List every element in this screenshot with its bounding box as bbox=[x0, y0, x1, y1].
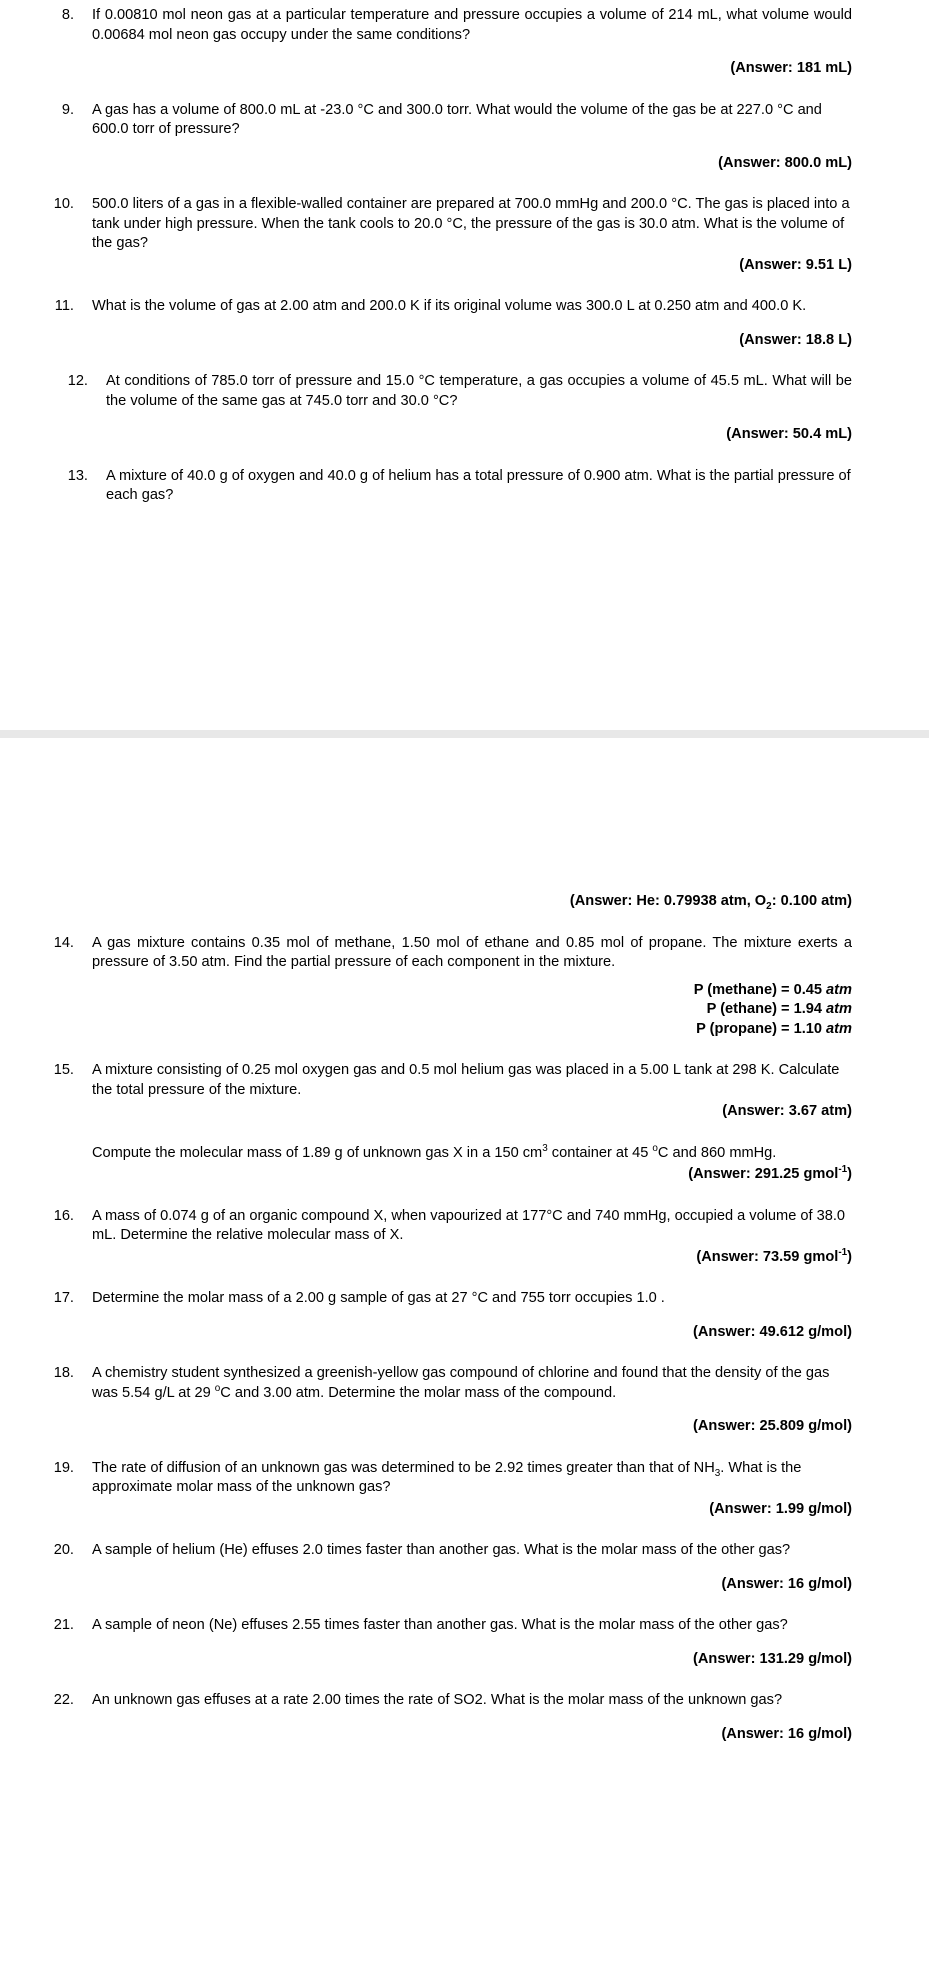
question-number: 15. bbox=[53, 1062, 74, 1078]
answer-line bbox=[34, 1000, 852, 1020]
answer-list bbox=[34, 981, 852, 1040]
question-text: At conditions of 785.0 torr of pressure and 15.0 °C temperature, a gas occupies a volume of 45.5 mL. What will be the volume of the same gas at 745.0 torr and 30.0 °C? bbox=[106, 373, 852, 409]
spacer bbox=[34, 1437, 852, 1459]
question-text: A sample of neon (Ne) effuses 2.55 times faster than another gas. What is the molar mass of the other gas? bbox=[92, 1617, 788, 1633]
answer-text: (Answer: 49.612 g/mol) bbox=[693, 1323, 852, 1340]
document-page-2 bbox=[0, 738, 929, 1968]
answer-text: (Answer: 181 mL) bbox=[730, 60, 852, 76]
question-text: A mixture of 40.0 g of oxygen and 40.0 g of helium has a total pressure of 0.900 atm. What is the partial pressure of each gas? bbox=[106, 467, 851, 503]
answer-part-b: ) bbox=[847, 1248, 852, 1265]
question-number: 8. bbox=[61, 7, 74, 23]
answer-prefix: (Answer: He: 0.79938 atm, O bbox=[569, 893, 767, 909]
question-item bbox=[34, 1289, 852, 1309]
question-text bbox=[92, 1459, 852, 1498]
spacer bbox=[34, 1185, 852, 1207]
question-number: 10. bbox=[53, 196, 74, 212]
question-item bbox=[34, 195, 852, 254]
superscript-3: 3 bbox=[542, 1142, 548, 1154]
answer-text: (Answer: 18.8 L) bbox=[739, 331, 852, 348]
answer-line-label: P (methane) = 0.45 bbox=[693, 981, 827, 998]
spacer bbox=[34, 350, 852, 372]
question-number: 16. bbox=[53, 1207, 74, 1224]
answer-text: (Answer: 800.0 mL) bbox=[718, 154, 852, 171]
answer-part-a: (Answer: 73.59 gmol bbox=[696, 1248, 839, 1265]
question-number: 22. bbox=[53, 1692, 74, 1708]
answer-text: (Answer: 25.809 g/mol) bbox=[693, 1418, 852, 1434]
spacer bbox=[34, 1267, 852, 1289]
subscript-3: 3 bbox=[714, 1467, 721, 1479]
question-item-unnumbered bbox=[34, 1144, 852, 1164]
question-text bbox=[92, 1144, 852, 1164]
answer-text: (Answer: 16 g/mol) bbox=[721, 1725, 852, 1742]
question-item bbox=[34, 1541, 852, 1561]
question-number: 12. bbox=[67, 373, 88, 389]
text-part-a: The rate of diffusion of an unknown gas was determined to be 2.92 times greater than that of NH bbox=[92, 1459, 715, 1476]
answer-text: (Answer: 3.67 atm) bbox=[722, 1103, 852, 1119]
question-text: 500.0 liters of a gas in a flexible-walled container are prepared at 700.0 mmHg and 200.0 °C. The gas is placed into a tank under high pressure. When the tank cools to 20.0 °C, the pressure of the gas is 30.0 atm. What is the volume of the gas? bbox=[92, 196, 850, 251]
question-number: 9. bbox=[61, 101, 74, 118]
question-text: Determine the molar mass of a 2.00 g sample of gas at 27 °C and 755 torr occupies 1.0 . bbox=[92, 1290, 665, 1306]
spacer bbox=[34, 912, 852, 934]
question-text: A sample of helium (He) effuses 2.0 times faster than another gas. What is the molar mass of the other gas? bbox=[92, 1542, 791, 1558]
spacer bbox=[34, 445, 852, 467]
answer-text: (Answer: 16 g/mol) bbox=[721, 1575, 852, 1592]
spacer bbox=[34, 1519, 852, 1541]
question-text bbox=[92, 1364, 852, 1403]
question-text: A mass of 0.074 g of an organic compound X, when vapourized at 177°C and 740 mmHg, occupied a volume of 38.0 mL. Determine the relative molecular mass of X. bbox=[92, 1207, 846, 1243]
question-text: What is the volume of gas at 2.00 atm and 200.0 K if its original volume was 300.0 L at 0.250 atm and 400.0 K. bbox=[92, 298, 807, 314]
answer-line-label: P (ethane) = 1.94 bbox=[706, 1001, 827, 1017]
answer-text bbox=[34, 1248, 852, 1268]
spacer bbox=[34, 275, 852, 297]
question-item bbox=[34, 1616, 852, 1636]
question-text: If 0.00810 mol neon gas at a particular temperature and pressure occupies a volume of 214 mL, what volume would 0.00684 mol neon gas occupy under the same conditions? bbox=[92, 7, 852, 43]
question-number: 18. bbox=[53, 1365, 74, 1381]
answer-line-unit: atm bbox=[826, 1001, 852, 1017]
question-item bbox=[34, 1061, 852, 1100]
question-item bbox=[34, 101, 852, 140]
question-text: A gas mixture contains 0.35 mol of methane, 1.50 mol of ethane and 0.85 mol of propane. The mixture exerts a pressure of 3.50 atm. Find the partial pressure of each component in the mixture. bbox=[92, 934, 852, 970]
question-item bbox=[34, 6, 852, 45]
text-part-a: Compute the molecular mass of 1.89 g of unknown gas X in a 150 cm bbox=[92, 1144, 543, 1161]
question-number: 19. bbox=[53, 1459, 74, 1476]
question-item bbox=[34, 372, 852, 411]
text-part-c: . What is the approximate molar mass of the unknown gas? bbox=[92, 1459, 802, 1495]
question-text: An unknown gas effuses at a rate 2.00 times the rate of SO2. What is the molar mass of the unknown gas? bbox=[92, 1692, 783, 1708]
answer-text-carryover bbox=[34, 892, 852, 912]
answer-line-label: P (propane) = 1.10 bbox=[696, 1020, 827, 1037]
question-item bbox=[34, 1207, 852, 1246]
question-item bbox=[34, 297, 852, 317]
spacer bbox=[34, 1122, 852, 1144]
spacer bbox=[34, 1342, 852, 1364]
question-item bbox=[34, 934, 852, 973]
answer-text: (Answer: 9.51 L) bbox=[739, 256, 852, 273]
answer-text: (Answer: 1.99 g/mol) bbox=[709, 1500, 852, 1517]
document-page-1 bbox=[0, 0, 929, 730]
answer-line bbox=[34, 1020, 852, 1040]
question-item bbox=[34, 1691, 852, 1711]
answer-text bbox=[34, 1165, 852, 1185]
spacer bbox=[34, 79, 852, 101]
degree-symbol: o bbox=[652, 1142, 658, 1154]
spacer bbox=[34, 738, 852, 878]
question-number: 11. bbox=[54, 298, 74, 314]
question-number: 17. bbox=[53, 1290, 74, 1306]
text-part-c: C and 3.00 atm. Determine the molar mass of the compound. bbox=[220, 1384, 617, 1401]
question-text: A mixture consisting of 0.25 mol oxygen gas and 0.5 mol helium gas was placed in a 5.00 L tank at 298 K. Calculate the total pressure of the mixture. bbox=[92, 1062, 840, 1098]
page-break-divider bbox=[0, 730, 929, 738]
spacer bbox=[34, 1669, 852, 1691]
answer-text: (Answer: 131.29 g/mol) bbox=[693, 1650, 852, 1667]
answer-line-unit: atm bbox=[826, 1020, 852, 1037]
answer-line-unit: atm bbox=[826, 981, 852, 998]
answer-text: (Answer: 50.4 mL) bbox=[726, 426, 852, 442]
question-text: A gas has a volume of 800.0 mL at -23.0 °C and 300.0 torr. What would the volume of the gas be at 227.0 °C and 600.0 torr of pressure? bbox=[92, 101, 822, 137]
answer-suffix: : 0.100 atm) bbox=[771, 893, 852, 909]
answer-part-a: (Answer: 291.25 gmol bbox=[688, 1166, 839, 1182]
answer-part-b: ) bbox=[847, 1166, 852, 1182]
question-item bbox=[34, 1459, 852, 1498]
text-part-c: C and 860 mmHg. bbox=[657, 1144, 777, 1161]
superscript-minus-1: -1 bbox=[838, 1164, 848, 1176]
text-part-b: container at 45 bbox=[547, 1144, 653, 1161]
text-part-a: A chemistry student synthesized a greenish-yellow gas compound of chlorine and found that the density of the gas was 5.54 g/L at 29 bbox=[92, 1365, 830, 1401]
question-number: 20. bbox=[53, 1542, 74, 1558]
question-item bbox=[34, 467, 852, 506]
question-item bbox=[34, 1364, 852, 1403]
answer-line bbox=[34, 981, 852, 1001]
question-number: 21. bbox=[53, 1617, 74, 1633]
spacer bbox=[34, 173, 852, 195]
spacer bbox=[34, 1039, 852, 1061]
subscript-2: 2 bbox=[766, 900, 772, 912]
spacer bbox=[34, 1594, 852, 1616]
question-number: 14. bbox=[53, 934, 74, 951]
degree-symbol: o bbox=[214, 1382, 221, 1394]
superscript-minus-1: -1 bbox=[838, 1246, 848, 1258]
question-number: 13. bbox=[67, 467, 88, 484]
